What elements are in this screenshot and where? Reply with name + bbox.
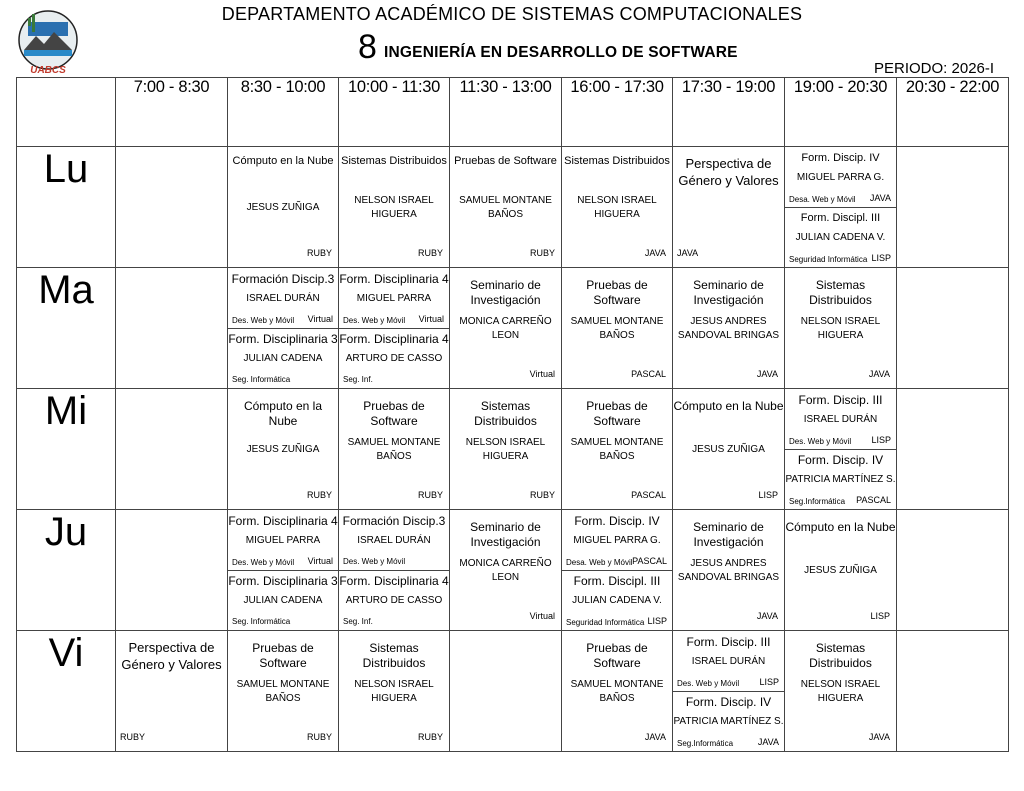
slot-header: 19:00 - 20:30 [785, 78, 897, 147]
teacher: JULIAN CADENA [243, 595, 323, 606]
class-cell [562, 147, 673, 268]
language: LISP [647, 616, 667, 626]
corner-cell [17, 78, 116, 147]
teacher: NELSON ISRAEL HIGUERA [354, 679, 434, 704]
subject: Form. Discip. IV [801, 152, 880, 164]
track-note: Desa. Web y Móvil [566, 558, 633, 567]
subject: Form. Disciplinaria 3 [228, 574, 338, 588]
teacher: JULIAN CADENA [243, 353, 323, 364]
class-cell-split [785, 389, 897, 510]
subject: Cómputo en la Nube [232, 155, 334, 167]
class-cell-empty [897, 631, 1009, 752]
language: JAVA [644, 248, 666, 258]
language: JAVA [756, 369, 778, 379]
subject: Seminario de Investigación [470, 520, 541, 549]
teacher: SAMUEL MONTANE BAÑOS [347, 437, 441, 462]
class-half [785, 449, 896, 509]
class-half [228, 510, 338, 571]
language: RUBY [306, 248, 332, 258]
class-cell [228, 147, 339, 268]
subject: Form. Disciplinaria 3 [228, 332, 338, 346]
language: JAVA [869, 193, 891, 203]
teacher: NELSON ISRAEL HIGUERA [465, 437, 546, 462]
teacher: JULIAN CADENA V. [795, 232, 886, 243]
class-half [228, 570, 338, 630]
language: JAVA [677, 248, 699, 258]
slot-header: 10:00 - 11:30 [339, 78, 450, 147]
slot-header: 11:30 - 13:00 [450, 78, 562, 147]
subject: Perspectiva de Género y Valores [678, 156, 779, 188]
class-cell [562, 389, 673, 510]
track-note: Seg. Informática [232, 617, 291, 626]
class-cell [450, 389, 562, 510]
class-half [228, 328, 338, 388]
teacher: JESUS ZUÑIGA [804, 565, 877, 576]
header-row [17, 78, 1009, 147]
teacher: ISRAEL DURÁN [691, 656, 766, 667]
language: RUBY [529, 248, 555, 258]
class-half [785, 147, 896, 208]
class-cell [339, 147, 450, 268]
subject: Form. Discip. IV [797, 453, 884, 467]
subject: Perspectiva de Género y Valores [121, 640, 222, 672]
subject: Cómputo en la Nube [673, 399, 784, 413]
track-note: Seg. Inf. [343, 617, 373, 626]
language: LISP [871, 253, 891, 263]
subject: Formación Discip.3 [231, 272, 335, 286]
class-half [339, 570, 449, 630]
class-cell [339, 631, 450, 752]
day-row-lu [17, 147, 1009, 268]
day-row-vi [17, 631, 1009, 752]
teacher: JESUS ANDRES SANDOVAL BRINGAS [677, 316, 780, 341]
department-title: DEPARTAMENTO ACADÉMICO DE SISTEMAS COMPUTACIONALES [221, 4, 803, 24]
teacher: MIGUEL PARRA [245, 535, 321, 546]
track-note: Seguridad Informática [566, 618, 645, 627]
track-note: Seg.Informática [789, 497, 846, 506]
language: JAVA [868, 732, 890, 742]
language: JAVA [756, 611, 778, 621]
teacher: PATRICIA MARTÍNEZ S. [673, 716, 784, 727]
subject: Seminario de Investigación [693, 278, 764, 307]
class-cell-split [339, 268, 450, 389]
class-cell-empty [116, 147, 228, 268]
subject: Pruebas de Software [586, 641, 648, 670]
language: Virtual [418, 314, 444, 324]
language: JAVA [868, 369, 890, 379]
class-cell-empty [897, 268, 1009, 389]
class-half [562, 570, 672, 630]
track-note: Seg. Informática [232, 375, 291, 384]
subject: Cómputo en la Nube [785, 520, 896, 534]
subject: Sistemas Distribuidos [362, 641, 426, 670]
language: PASCAL [632, 556, 667, 566]
period-label: PERIODO: 2026-I [874, 60, 995, 77]
class-half [228, 268, 338, 329]
language: RUBY [417, 490, 443, 500]
day-label: Ju [17, 510, 116, 631]
language: LISP [759, 677, 779, 687]
day-row-ma [17, 268, 1009, 389]
teacher: NELSON ISRAEL HIGUERA [577, 195, 657, 220]
teacher: NELSON ISRAEL HIGUERA [800, 316, 881, 341]
teacher: PATRICIA MARTÍNEZ S. [785, 474, 896, 485]
subject: Sistemas Distribuidos [809, 278, 872, 307]
class-cell-empty [116, 268, 228, 389]
subject: Form. Discip. IV [574, 514, 660, 528]
language: RUBY [529, 490, 555, 500]
class-cell-empty [897, 147, 1009, 268]
subject: Form. Disciplinaria 4 [339, 574, 449, 588]
slot-header: 7:00 - 8:30 [116, 78, 228, 147]
subject: Sistemas Distribuidos [809, 641, 872, 670]
teacher: SAMUEL MONTANE BAÑOS [570, 679, 664, 704]
subject: Seminario de Investigación [470, 278, 541, 307]
language: RUBY [417, 732, 443, 742]
class-cell [339, 389, 450, 510]
schedule-table [16, 77, 1009, 752]
subject: Form. Disciplinaria 4 [228, 514, 338, 528]
class-cell [450, 268, 562, 389]
teacher: JESUS ANDRES SANDOVAL BRINGAS [677, 558, 780, 583]
teacher: JESUS ZUÑIGA [246, 444, 320, 455]
day-label: Vi [17, 631, 116, 752]
teacher: MIGUEL PARRA G. [796, 172, 885, 183]
class-cell [228, 389, 339, 510]
subject: Form. Discip. III [686, 635, 771, 649]
language: LISP [871, 435, 891, 445]
subject: Pruebas de Software [586, 278, 648, 307]
class-half [785, 389, 896, 450]
language: JAVA [757, 737, 779, 747]
class-cell [450, 147, 562, 268]
class-cell [785, 510, 897, 631]
language: PASCAL [856, 495, 891, 505]
class-cell-empty [116, 389, 228, 510]
teacher: ISRAEL DURÁN [803, 414, 878, 425]
track-note: Desa. Web y Móvil [789, 195, 856, 204]
class-cell-empty [897, 389, 1009, 510]
class-half [673, 691, 784, 751]
subject: Pruebas de Software [454, 155, 557, 167]
teacher: MIGUEL PARRA [356, 293, 432, 304]
subject: Form. Discipl. III [800, 212, 881, 224]
day-row-ju [17, 510, 1009, 631]
language: RUBY [306, 732, 332, 742]
day-label: Mi [17, 389, 116, 510]
teacher: NELSON ISRAEL HIGUERA [354, 195, 434, 220]
subject: Form. Discip. III [798, 393, 883, 407]
language: PASCAL [631, 369, 666, 379]
slot-header: 8:30 - 10:00 [228, 78, 339, 147]
class-half [339, 328, 449, 388]
class-half [339, 268, 449, 329]
slot-header: 17:30 - 19:00 [673, 78, 785, 147]
class-cell [228, 631, 339, 752]
track-note: Seg. Inf. [343, 375, 373, 384]
semester-number: 8 [358, 28, 377, 66]
language: LISP [758, 490, 778, 500]
subject: Pruebas de Software [252, 641, 314, 670]
teacher: JULIAN CADENA V. [572, 595, 662, 606]
subject: Form. Discipl. III [573, 574, 661, 588]
track-note: Des. Web y Móvil [232, 316, 295, 325]
track-note: Seguridad Informática [789, 255, 868, 264]
language: RUBY [120, 732, 146, 742]
teacher: SAMUEL MONTANE BAÑOS [459, 195, 552, 220]
class-cell-empty [897, 510, 1009, 631]
slot-header: 20:30 - 22:00 [897, 78, 1009, 147]
language: JAVA [644, 732, 666, 742]
teacher: ISRAEL DURÁN [246, 293, 320, 304]
subject: Seminario de Investigación [693, 520, 764, 549]
track-note: Des. Web y Móvil [343, 316, 406, 325]
class-cell-empty [116, 510, 228, 631]
subject: Sistemas Distribuidos [474, 399, 537, 428]
teacher: ISRAEL DURÁN [357, 535, 431, 546]
track-note: Des. Web y Móvil [677, 679, 740, 688]
track-note: Des. Web y Móvil [232, 558, 295, 567]
class-cell [785, 268, 897, 389]
subject: Form. Discip. IV [685, 695, 772, 709]
class-cell-split [339, 510, 450, 631]
subject: Pruebas de Software [363, 399, 425, 428]
program-title: INGENIERÍA EN DESARROLLO DE SOFTWARE [384, 44, 738, 61]
teacher: NELSON ISRAEL HIGUERA [800, 679, 881, 704]
subject: Formación Discip.3 [342, 514, 446, 528]
class-cell-split [228, 510, 339, 631]
teacher: SAMUEL MONTANE BAÑOS [570, 437, 664, 462]
subject: Form. Disciplinaria 4 [339, 272, 449, 286]
subject: Cómputo en la Nube [243, 399, 323, 428]
subject: Form. Disciplinaria 4 [339, 332, 449, 346]
class-cell-split [562, 510, 673, 631]
teacher: MONICA CARREÑO LEON [459, 316, 552, 341]
class-cell-split [228, 268, 339, 389]
teacher: MONICA CARREÑO LEON [459, 558, 552, 583]
language: RUBY [306, 490, 332, 500]
language: Virtual [529, 369, 555, 379]
class-cell [562, 268, 673, 389]
day-label: Ma [17, 268, 116, 389]
teacher: SAMUEL MONTANE BAÑOS [236, 679, 330, 704]
class-cell [673, 389, 785, 510]
slot-header: 16:00 - 17:30 [562, 78, 673, 147]
language: Virtual [307, 556, 333, 566]
day-label: Lu [17, 147, 116, 268]
teacher: SAMUEL MONTANE BAÑOS [570, 316, 664, 341]
class-cell [673, 147, 785, 268]
class-half [785, 207, 896, 267]
teacher: ARTURO DE CASSO [345, 353, 443, 364]
class-half [673, 631, 784, 692]
teacher: ARTURO DE CASSO [345, 595, 443, 606]
class-cell [785, 631, 897, 752]
teacher: JESUS ZUÑIGA [692, 444, 765, 455]
language: PASCAL [631, 490, 666, 500]
language: Virtual [307, 314, 333, 324]
teacher: MIGUEL PARRA G. [573, 535, 661, 546]
class-cell [450, 510, 562, 631]
teacher: JESUS ZUÑIGA [246, 202, 320, 213]
track-note: Seg.Informática [677, 739, 734, 748]
svg-text:UABCS: UABCS [30, 65, 66, 76]
class-cell [116, 631, 228, 752]
class-cell [673, 510, 785, 631]
track-note: Des. Web y Móvil [789, 437, 852, 446]
day-row-mi [17, 389, 1009, 510]
subject: Pruebas de Software [586, 399, 648, 428]
class-cell-split [673, 631, 785, 752]
class-cell-split [785, 147, 897, 268]
class-cell [562, 631, 673, 752]
language: Virtual [529, 611, 555, 621]
language: RUBY [417, 248, 443, 258]
subject: Sistemas Distribuidos [341, 155, 447, 167]
track-note: Des. Web y Móvil [343, 557, 406, 566]
subject: Sistemas Distribuidos [564, 155, 670, 167]
language: LISP [870, 611, 890, 621]
class-half [339, 510, 449, 571]
class-half [562, 510, 672, 571]
class-cell [673, 268, 785, 389]
class-cell-empty [450, 631, 562, 752]
